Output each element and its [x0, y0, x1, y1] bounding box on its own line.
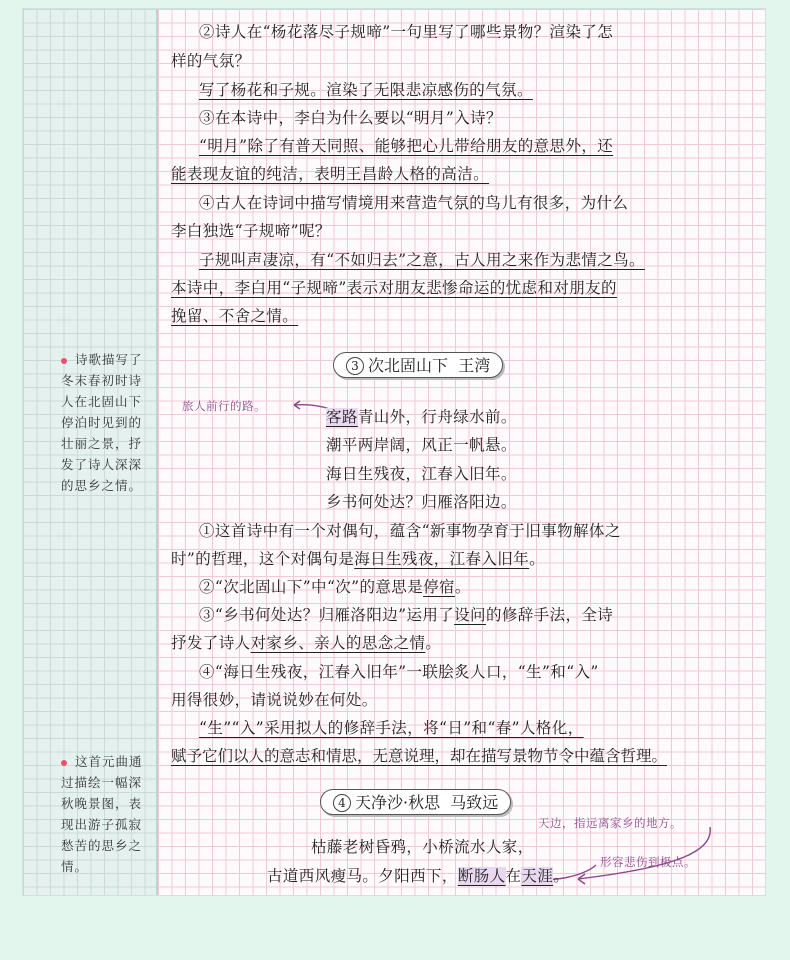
answer-4: 子规叫声凄凉，有“不如归去”之意，古人用之来作为悲情之鸟。	[199, 251, 645, 269]
poem3-question-4-cont: 用得很妙，请说说妙在何处。	[171, 691, 378, 709]
bullet-dot	[61, 760, 67, 766]
side-margin	[23, 9, 158, 895]
answer-blank: 设问	[454, 606, 486, 624]
poem-title: 次北固山下	[368, 356, 449, 375]
poem-number: 3	[346, 357, 364, 375]
question-3: ③在本诗中，李白为什么要以“明月”入诗？	[199, 109, 502, 127]
question-4: ④古人在诗词中描写情境用来营造气氛的鸟儿有很多，为什么	[199, 194, 629, 212]
poem3-side-note: 诗歌描写了冬末春初时诗人在北固山下停泊时见到的壮丽之景，抒发了诗人深深的思乡之情。	[61, 352, 143, 493]
poem3-answer-4: “生”“入”采用拟人的修辞手法，将“日”和“春”人格化，	[199, 719, 584, 737]
question-2: ②诗人在“杨花落尽子规啼”一句里写了哪些景物？渲染了怎	[199, 23, 614, 41]
poem3-line4: 乡书何处达？归雁洛阳边。	[326, 493, 517, 511]
answer-4-cont: 本诗中，李白用“子规啼”表示对朋友悲惨命运的忧虑和对朋友的	[171, 279, 617, 297]
answer-blank: 海日生残夜，江春入旧年	[354, 550, 530, 568]
answer-4-cont2: 挽留、不舍之情。	[171, 307, 299, 325]
annotation-duanchang: 形容悲伤到极点。	[600, 855, 696, 869]
poem3-answer-4-cont: 赋予它们以人的意志和情思，无意说理，却在描写景物节令中蕴含哲理。	[171, 747, 668, 765]
poem3-line2: 潮平两岸阔，风正一帆悬。	[326, 436, 517, 454]
question-2-cont: 样的气氛？	[171, 52, 251, 70]
answer-3: “明月”除了有普天同照、能够把心儿带给朋友的意思外，还	[199, 137, 614, 155]
annotation-tianya: 天边，指远离家乡的地方。	[538, 816, 682, 830]
poem3-question-1: ①这首诗中有一个对偶句，蕴含“新事物孕育于旧事物解体之	[199, 522, 621, 540]
answer-blank: 对家乡、亲人的思念之情	[250, 634, 426, 652]
answer-3-cont: 能表现友谊的纯洁，表明王昌龄人格的高洁。	[171, 165, 490, 183]
poem4-line1: 枯藤老树昏鸦，小桥流水人家，	[311, 838, 534, 856]
poem3-question-1-cont: 时”的哲理，这个对偶句是海日生残夜，江春入旧年。	[171, 550, 546, 568]
main-content	[158, 9, 765, 895]
poem-number: 4	[333, 794, 351, 812]
notebook-page	[22, 8, 766, 896]
bullet-dot	[61, 358, 67, 364]
poem3-question-3-cont: 抒发了诗人对家乡、亲人的思念之情。	[171, 634, 442, 652]
poem-title: 天净沙·秋思	[355, 793, 441, 812]
poem4-line2: 古道西风瘦马。夕阳西下，断肠人在天涯。	[267, 867, 570, 885]
question-4-cont: 李白独选“子规啼”呢？	[171, 222, 331, 240]
poem4-title-badge	[320, 789, 511, 815]
highlight-kelu: 客路	[326, 408, 358, 426]
poem3-question-2: ②“次北固山下”中“次”的意思是停宿。	[199, 578, 471, 596]
annotation-kelu: 旅人前行的路。	[182, 399, 266, 413]
highlight-tianya: 天涯	[521, 867, 554, 885]
highlight-duanchang: 断肠人	[457, 867, 506, 885]
poem-author: 马致远	[450, 793, 499, 812]
answer-blank: 停宿	[423, 578, 455, 596]
poem3-title-badge	[333, 352, 503, 378]
poem3-question-4: ④“海日生残夜，江春入旧年”一联脍炙人口，“生”和“入”	[199, 663, 599, 681]
answer-2: 写了杨花和子规。渲染了无限悲凉感伤的气氛。	[199, 81, 533, 99]
poem-author: 王湾	[458, 356, 491, 375]
poem3-line1: 客路青山外，行舟绿水前。	[326, 408, 517, 426]
poem4-side-note: 这首元曲通过描绘一幅深秋晚景图，表现出游子孤寂愁苦的思乡之情。	[61, 754, 143, 874]
poem3-question-3: ③“乡书何处达？归雁洛阳边”运用了设问的修辞手法，全诗	[199, 606, 614, 624]
poem3-line3: 海日生残夜，江春入旧年。	[326, 465, 517, 483]
